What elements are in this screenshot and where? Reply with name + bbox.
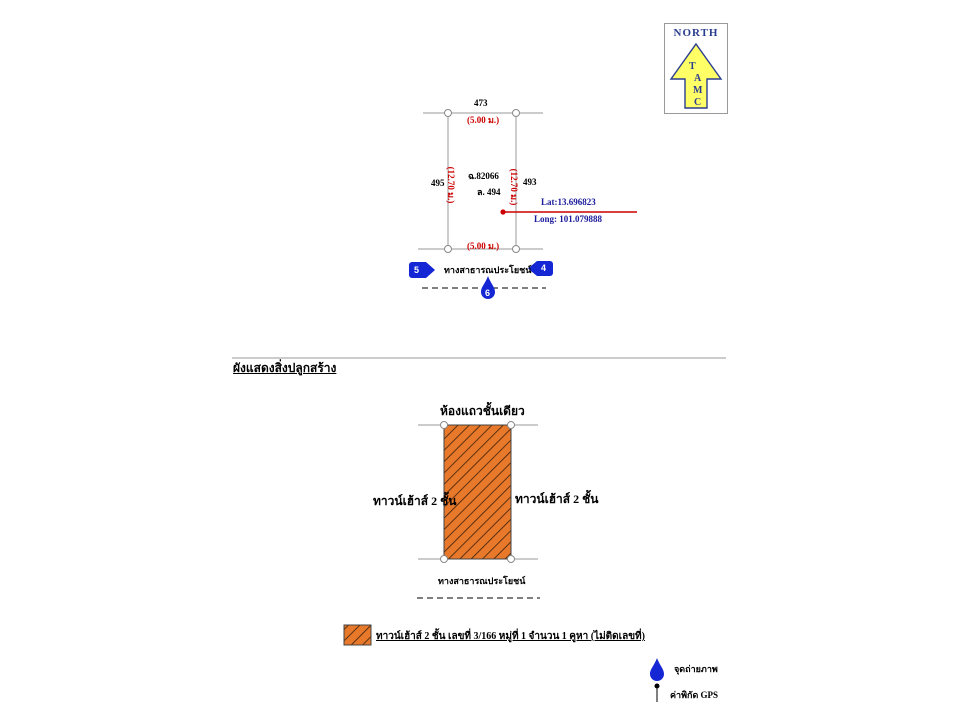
- photo-marker-4-number: 4: [541, 263, 547, 273]
- building-plan-heading: ผังแสดงสิ่งปลูกสร้าง: [233, 361, 337, 375]
- building-road-label: ทางสาธารณประโยชน์: [438, 576, 526, 586]
- legend-gps-icon: [655, 684, 660, 703]
- right-parcel-label: 493: [523, 177, 537, 187]
- legend-photo-text: จุดถ่ายภาพ: [674, 664, 718, 674]
- top-parcel-label: 473: [474, 98, 488, 108]
- photo-marker-5[interactable]: [409, 262, 435, 278]
- site-road-label: ทางสาธารณประโยชน์: [444, 265, 532, 275]
- gps-latitude: Lat:13.696823: [541, 197, 596, 207]
- north-title: NORTH: [673, 27, 719, 39]
- north-letter-t: T: [689, 61, 696, 72]
- left-parcel-label: 495: [431, 178, 445, 188]
- north-arrow-box: [664, 23, 728, 114]
- gps-longitude: Long: 101.079888: [534, 214, 603, 224]
- legend-gps-text: ค่าพิกัด GPS: [670, 690, 719, 700]
- photo-marker-6-number: 6: [485, 288, 491, 298]
- building-top-label: ห้องแถวชั้นเดียว: [440, 404, 525, 418]
- north-letter-c: C: [694, 97, 702, 108]
- legend-swatch: [344, 625, 371, 645]
- legend-photo-icon: [650, 658, 664, 681]
- right-depth-label: (12.70 ม.): [509, 168, 519, 206]
- photo-marker-5-number: 5: [414, 265, 420, 275]
- legend-building-text: ทาวน์เฮ้าส์ 2 ชั้น เลขที่ 3/166 หมู่ที่ 1 จำนวน 1 คูหา (ไม่ติดเลขที่): [376, 631, 645, 642]
- building-right-label: ทาวน์เฮ้าส์ 2 ชั้น: [515, 492, 599, 506]
- land-number: ล. 494: [477, 187, 501, 197]
- building-left-label: ทาวน์เฮ้าส์ 2 ชั้น: [373, 494, 457, 508]
- left-depth-label: (12.70 ม.): [446, 166, 456, 204]
- bottom-width-label: (5.00 ม.): [467, 241, 500, 251]
- north-letter-m: M: [693, 85, 703, 96]
- top-width-label: (5.00 ม.): [467, 115, 500, 125]
- north-letter-a: A: [694, 73, 702, 84]
- deed-number: ฉ.82066: [468, 171, 499, 181]
